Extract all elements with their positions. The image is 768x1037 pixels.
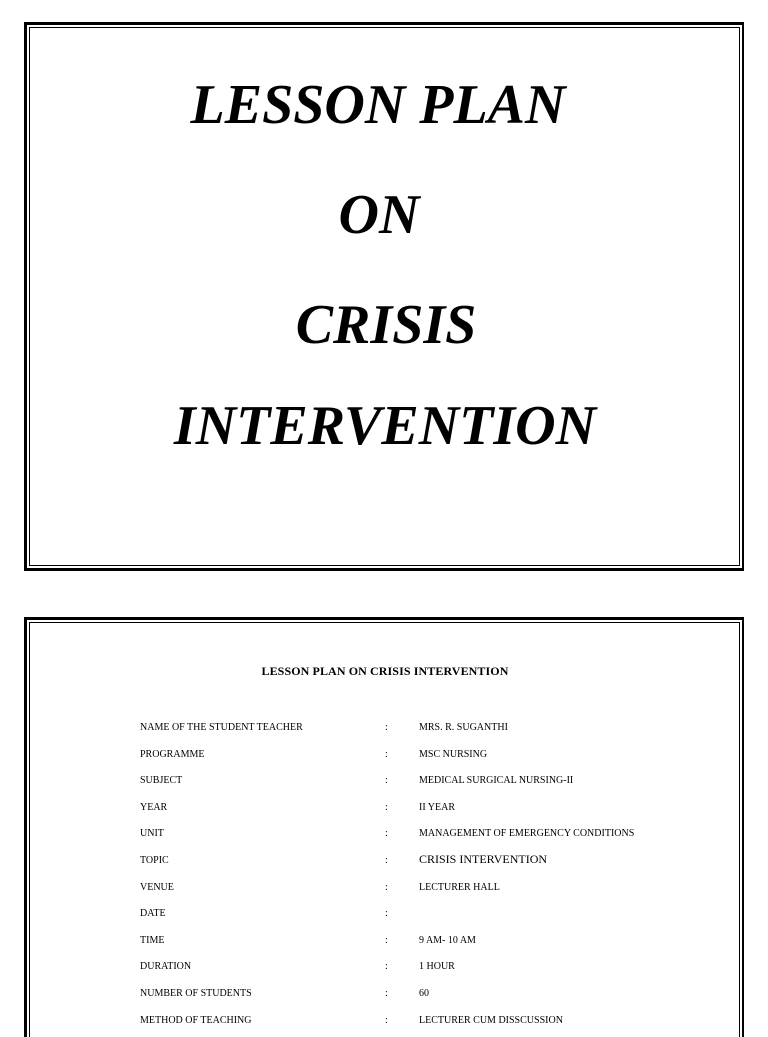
row-value: 9 AM- 10 AM [419,934,476,946]
details-row [27,984,743,1011]
row-label: PROGRAMME [140,748,205,760]
row-value: CRISIS INTERVENTION [419,851,548,866]
row-separator: : [385,775,388,787]
row-value: MSC NURSING [419,748,488,760]
row-separator: : [385,722,388,733]
row-value: 60 [419,987,429,999]
row-separator: : [385,908,388,920]
row-separator: : [385,881,388,893]
row-label: UNIT [140,828,164,840]
row-label: DURATION [140,961,192,973]
details-row [27,851,743,878]
row-value: 1 HOUR [419,961,455,973]
details-row [27,798,743,825]
row-separator: : [385,828,388,840]
details-table [27,718,743,1037]
details-row [27,824,743,851]
cover-title-line-1: LESSON PLAN [190,74,566,136]
row-value: II YEAR [419,801,456,813]
row-value: MEDICAL SURGICAL NURSING-II [419,775,574,787]
row-value: MRS. R. SUGANTHI [419,722,508,733]
details-row [27,878,743,905]
details-page [24,617,744,1037]
row-value: MANAGEMENT OF EMERGENCY CONDITIONS [419,828,635,840]
cover-title-line-4: INTERVENTION [173,395,597,457]
row-label: YEAR [140,801,168,813]
details-heading: LESSON PLAN ON CRISIS INTERVENTION [261,664,509,678]
details-row [27,745,743,772]
details-row [27,957,743,984]
row-label: DATE [140,908,166,920]
details-row [27,931,743,958]
row-label: TOPIC [140,854,169,866]
cover-page [24,22,744,571]
row-label: NUMBER OF STUDENTS [140,987,252,999]
cover-title-line-2: ON [338,184,420,246]
row-separator: : [385,854,388,866]
row-label: NAME OF THE STUDENT TEACHER [140,722,303,733]
row-separator: : [385,748,388,760]
row-separator: : [385,934,388,946]
row-label: VENUE [140,881,174,893]
row-separator: : [385,987,388,999]
cover-title-line-3: CRISIS [295,294,477,356]
row-label: METHOD OF TEACHING [140,1014,252,1026]
row-label: TIME [140,934,165,946]
details-row [27,904,743,931]
details-row [27,718,743,745]
row-value: LECTURER CUM DISSCUSSION [419,1014,563,1026]
row-label: SUBJECT [140,775,183,787]
row-separator: : [385,961,388,973]
details-row [27,771,743,798]
row-value: LECTURER HALL [419,881,500,893]
row-separator: : [385,801,388,813]
row-separator: : [385,1014,388,1026]
